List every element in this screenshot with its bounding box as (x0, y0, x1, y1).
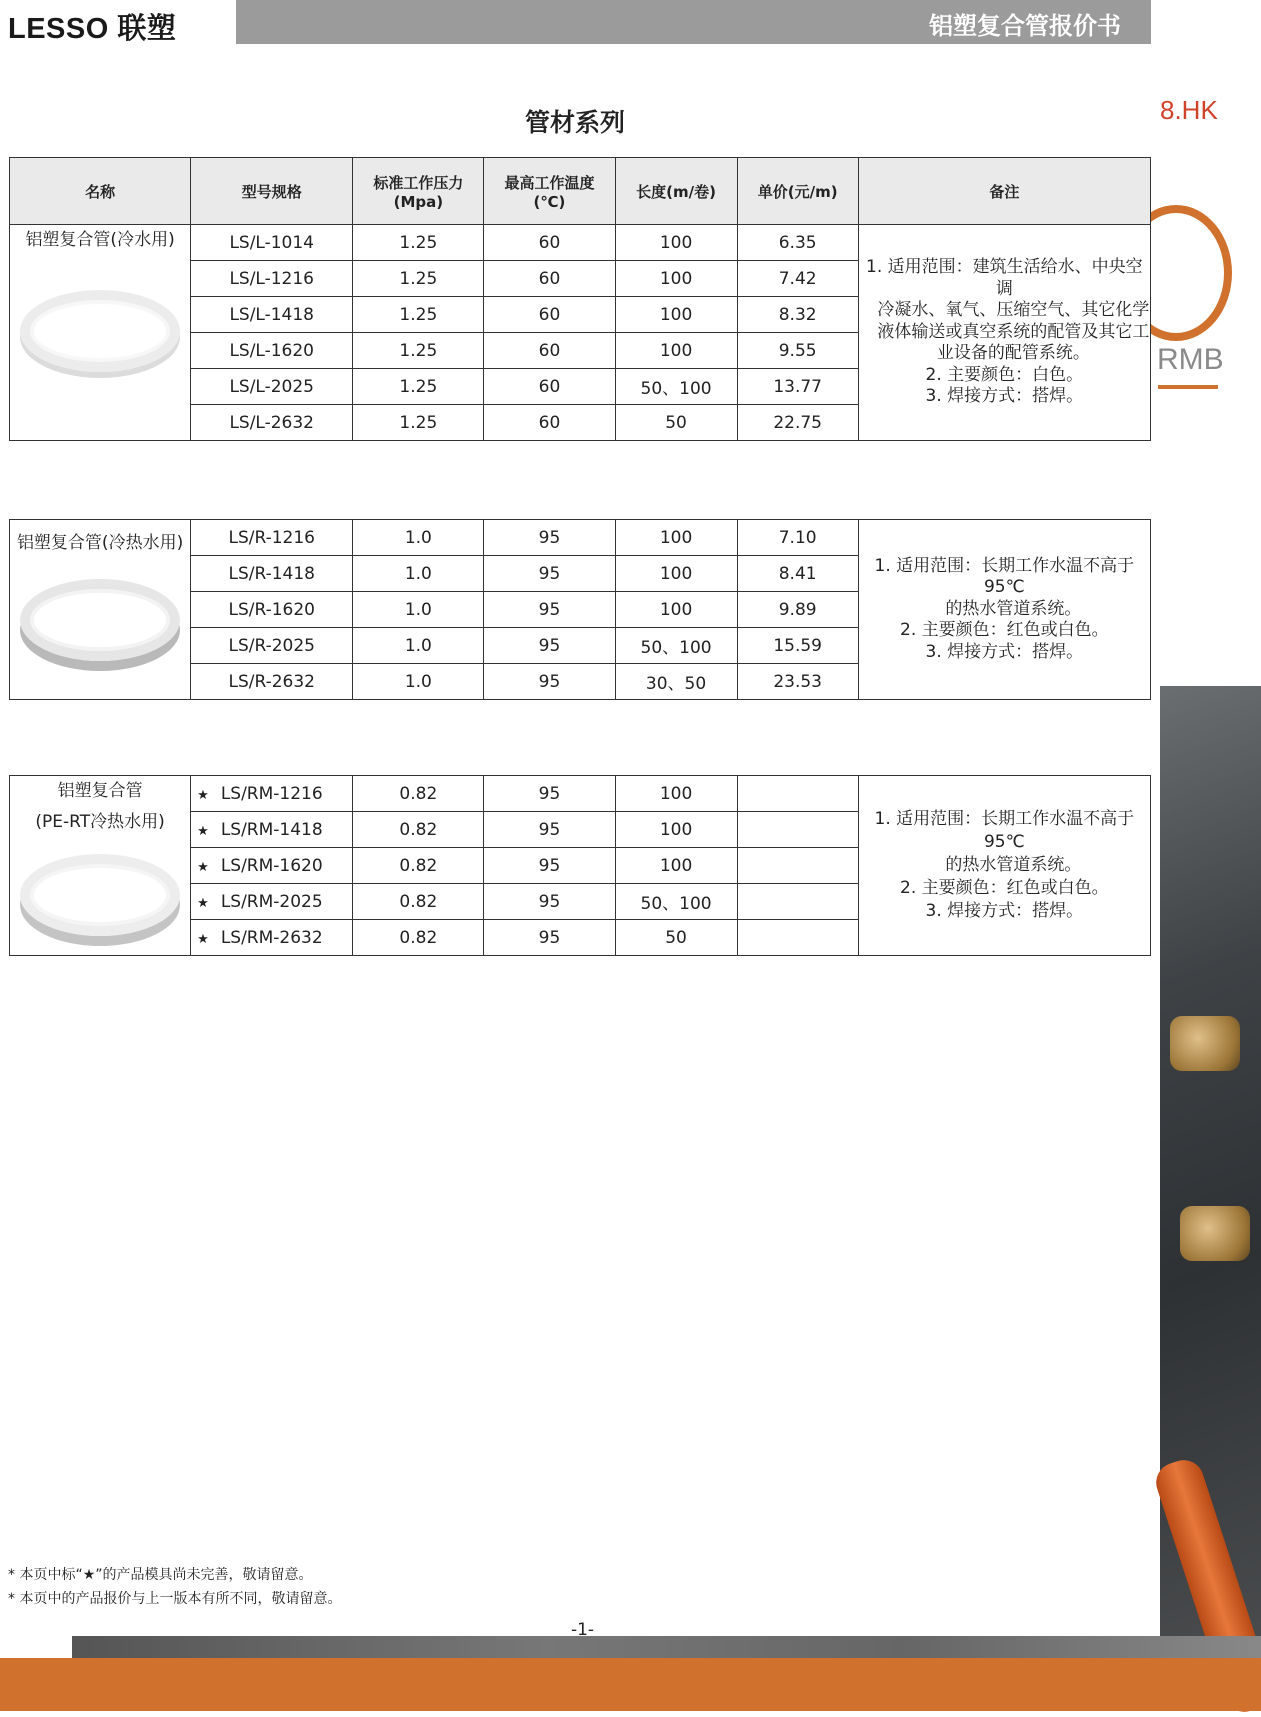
length-cell: 50、100 (615, 628, 737, 664)
temperature-cell: 95 (484, 520, 615, 556)
pressure-cell: 0.82 (353, 812, 484, 848)
header-model: 型号规格 (191, 158, 353, 225)
section-title: 管材系列 (524, 108, 625, 137)
price-table-pe-rt (9, 775, 1151, 956)
footnotes (8, 1563, 341, 1611)
price-table-cold-water (9, 157, 1151, 441)
header-length: 长度(m/卷) (615, 158, 737, 225)
length-cell: 100 (615, 592, 737, 628)
length-cell: 100 (615, 261, 737, 297)
price-cell: 6.35 (737, 225, 858, 261)
footnote-line: * 本页中的产品报价与上一版本有所不同，敬请留意。 (8, 1591, 342, 1607)
header-remark: 备注 (858, 158, 1150, 225)
brass-fitting-image (1180, 1206, 1250, 1261)
product-name-cell (10, 225, 191, 441)
pressure-cell: 0.82 (353, 848, 484, 884)
product-name-subtitle: (PE-RT冷热水用) (35, 812, 165, 832)
pressure-cell: 1.25 (353, 405, 484, 441)
product-name: 铝塑复合管(冷水用) (25, 230, 175, 250)
price-cell: 13.77 (737, 369, 858, 405)
header-pressure: 标准工作压力 (Mpa) (353, 158, 484, 225)
model-cell: LS/L-2632 (191, 405, 353, 441)
model-cell: ★ LS/RM-1216 (191, 776, 353, 812)
star-marker-icon: ★ (197, 787, 209, 803)
pipe-coil-image (20, 290, 180, 372)
page-number: -1- (570, 1620, 595, 1640)
length-cell: 50、100 (615, 369, 737, 405)
pressure-cell: 1.0 (353, 664, 484, 700)
bottom-accent-bar (0, 1658, 1261, 1711)
remark-line: 的热水管道系统。 (945, 855, 1082, 875)
adjacent-page-rmb: RMB (1157, 343, 1224, 376)
table-row (10, 520, 1151, 556)
temperature-cell: 95 (484, 628, 615, 664)
temperature-cell: 60 (484, 333, 615, 369)
remark-line: 冷凝水、氧气、压缩空气、其它化学 (877, 300, 1150, 321)
product-name-cell (10, 776, 191, 956)
model-cell: LS/L-1418 (191, 297, 353, 333)
pressure-cell: 1.0 (353, 628, 484, 664)
temperature-cell: 95 (484, 848, 615, 884)
temperature-cell: 95 (484, 664, 615, 700)
length-cell: 50、100 (615, 884, 737, 920)
price-cell: 7.42 (737, 261, 858, 297)
length-cell: 100 (615, 297, 737, 333)
length-cell: 50 (615, 920, 737, 956)
header-temperature: 最高工作温度 (℃) (484, 158, 615, 225)
pressure-cell: 1.25 (353, 369, 484, 405)
remark-line: 1. 适用范围：长期工作水温不高于95℃ (874, 809, 1135, 852)
remark-line: 的热水管道系统。 (945, 598, 1082, 619)
remark-line: 2. 主要颜色：红色或白色。 (900, 620, 1109, 641)
pipe-coil-image (20, 854, 180, 936)
document-title: 铝塑复合管报价书 (929, 12, 1121, 40)
pressure-cell: 1.25 (353, 261, 484, 297)
length-cell: 100 (615, 520, 737, 556)
price-cell: 8.32 (737, 297, 858, 333)
pressure-cell: 1.25 (353, 297, 484, 333)
remark-line: 2. 主要颜色：白色。 (925, 364, 1084, 385)
length-cell: 100 (615, 556, 737, 592)
price-cell: 9.89 (737, 592, 858, 628)
price-cell (737, 812, 858, 848)
header-name: 名称 (10, 158, 191, 225)
price-cell (737, 920, 858, 956)
remark-line: 3. 焊接方式：搭焊。 (925, 386, 1084, 407)
adjacent-page-text: 8.HK (1160, 95, 1218, 125)
length-cell: 100 (615, 225, 737, 261)
model-cell: LS/L-1014 (191, 225, 353, 261)
product-name: 铝塑复合管(冷热水用) (16, 533, 184, 553)
price-cell: 9.55 (737, 333, 858, 369)
table-row (10, 776, 1151, 812)
star-marker-icon: ★ (197, 859, 209, 875)
model-cell: LS/R-1418 (191, 556, 353, 592)
temperature-cell: 95 (484, 884, 615, 920)
pressure-cell: 0.82 (353, 884, 484, 920)
remark-line: 1. 适用范围：长期工作水温不高于95℃ (874, 555, 1135, 598)
model-cell: ★ LS/RM-1418 (191, 812, 353, 848)
temperature-cell: 95 (484, 776, 615, 812)
length-cell: 30、50 (615, 664, 737, 700)
price-cell (737, 884, 858, 920)
header-bar (236, 0, 1151, 44)
price-cell: 23.53 (737, 664, 858, 700)
brand-logo: LESSO 联塑 (8, 13, 177, 45)
model-cell: ★ LS/RM-1620 (191, 848, 353, 884)
model-cell: ★ LS/RM-2025 (191, 884, 353, 920)
remark-line: 液体输送或真空系统的配管及其它工 (877, 321, 1150, 342)
product-name-cell (10, 520, 191, 700)
table-row (10, 225, 1151, 261)
temperature-cell: 95 (484, 592, 615, 628)
price-cell: 15.59 (737, 628, 858, 664)
temperature-cell: 60 (484, 369, 615, 405)
pressure-cell: 1.25 (353, 225, 484, 261)
background-photo (1160, 686, 1261, 1656)
remark-cell (858, 776, 1150, 956)
footnote-line: * 本页中标“★”的产品模具尚未完善，敬请留意。 (8, 1567, 313, 1583)
model-cell: LS/R-2632 (191, 664, 353, 700)
remark-line: 业设备的配管系统。 (936, 343, 1090, 364)
remark-line: 1. 适用范围：建筑生活给水、中央空调 (866, 257, 1143, 299)
price-cell: 22.75 (737, 405, 858, 441)
length-cell: 100 (615, 812, 737, 848)
model-cell: LS/R-1216 (191, 520, 353, 556)
star-marker-icon: ★ (197, 895, 209, 911)
length-cell: 50 (615, 405, 737, 441)
temperature-cell: 60 (484, 297, 615, 333)
model-cell: LS/L-1216 (191, 261, 353, 297)
pressure-cell: 0.82 (353, 920, 484, 956)
remark-cell (858, 520, 1150, 700)
table-header-row (10, 158, 1151, 225)
temperature-cell: 95 (484, 920, 615, 956)
length-cell: 100 (615, 333, 737, 369)
pressure-cell: 0.82 (353, 776, 484, 812)
price-table-hot-cold-water (9, 519, 1151, 700)
length-cell: 100 (615, 776, 737, 812)
star-marker-icon: ★ (197, 823, 209, 839)
temperature-cell: 95 (484, 812, 615, 848)
price-cell: 8.41 (737, 556, 858, 592)
temperature-cell: 60 (484, 261, 615, 297)
temperature-cell: 95 (484, 556, 615, 592)
header-price: 单价(元/m) (737, 158, 858, 225)
remark-cell (858, 225, 1150, 441)
model-cell: LS/L-1620 (191, 333, 353, 369)
model-cell: ★ LS/RM-2632 (191, 920, 353, 956)
star-marker-icon: ★ (197, 931, 209, 947)
product-name: 铝塑复合管 (57, 781, 143, 801)
model-cell: LS/R-1620 (191, 592, 353, 628)
price-cell (737, 848, 858, 884)
temperature-cell: 60 (484, 225, 615, 261)
pipe-coil-image (20, 579, 180, 661)
price-cell (737, 776, 858, 812)
pressure-cell: 1.0 (353, 556, 484, 592)
model-cell: LS/L-2025 (191, 369, 353, 405)
remark-line: 3. 焊接方式：搭焊。 (925, 641, 1084, 662)
pressure-cell: 1.0 (353, 520, 484, 556)
brass-fitting-image (1170, 1016, 1240, 1071)
temperature-cell: 60 (484, 405, 615, 441)
remark-line: 2. 主要颜色：红色或白色。 (900, 878, 1109, 898)
adjacent-page-underline (1158, 385, 1218, 389)
pressure-cell: 1.25 (353, 333, 484, 369)
length-cell: 100 (615, 848, 737, 884)
pressure-cell: 1.0 (353, 592, 484, 628)
price-cell: 7.10 (737, 520, 858, 556)
remark-line: 3. 焊接方式：搭焊。 (925, 901, 1084, 921)
model-cell: LS/R-2025 (191, 628, 353, 664)
